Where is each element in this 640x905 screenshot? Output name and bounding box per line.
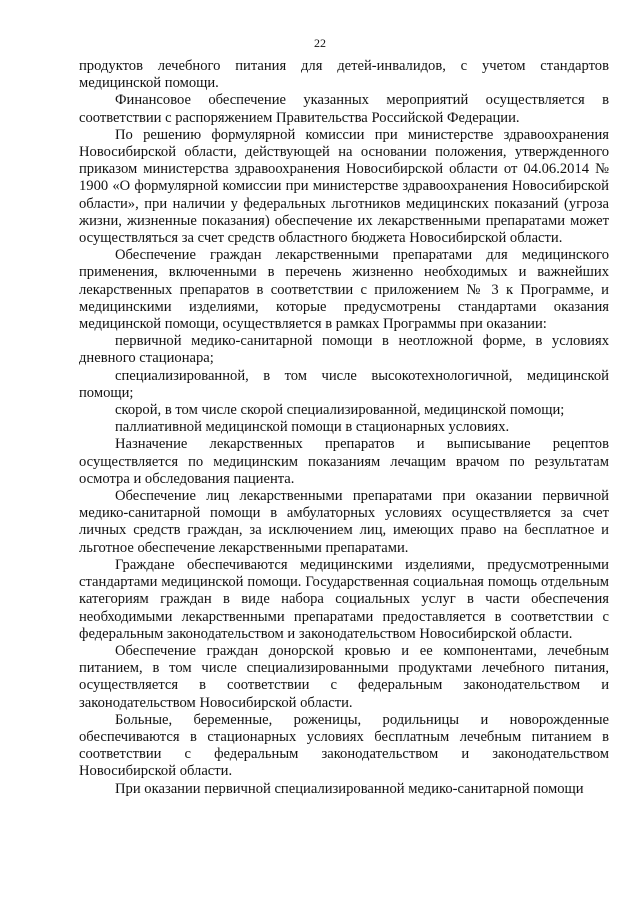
- list-item: паллиативной медицинской помощи в стационарных условиях.: [115, 419, 510, 436]
- document-body: [79, 58, 609, 798]
- list-item: скорой, в том числе скорой специализированной, медицинской помощи;: [115, 402, 565, 419]
- paragraph: Граждане обеспечиваются медицинскими изделиями, предусмотренными стандартами медицинской помощи. Государственная социальная помощь отдельным категориям граждан в виде набора социальных услуг в части обеспечения необходимыми лекарственными препаратами предоставляется в соответствии с федеральным законодательством и законодательством Новосибирской области.: [79, 556, 609, 642]
- paragraph: Обеспечение лиц лекарственными препаратами при оказании первичной медико-санитарной помощи в амбулаторных условиях осуществляется за счет личных средств граждан, за исключением лиц, имеющих право на бесплатное и льготное обеспечение лекарственными препаратами.: [79, 488, 609, 556]
- paragraph: По решению формулярной комиссии при министерстве здравоохранения Новосибирской области, действующей на основании положения, утвержденного приказом министерства здравоохранения Новосибирской области от 04.06.2014 № 1900 «О формулярной комиссии при министерстве здравоохранения Новосибирской области», при наличии у федеральных льготников медицинских показаний (угроза жизни, жизненные показания) обеспечение их лекарственными препаратами может осуществляться за счет средств областного бюджета Новосибирской области.: [79, 126, 609, 247]
- paragraph: Обеспечение граждан донорской кровью и ее компонентами, лечебным питанием, в том числе специализированными продуктами лечебного питания, осуществляется в соответствии с федеральным законодательством и законодательством Новосибирской области.: [79, 642, 609, 711]
- list-item: первичной медико-санитарной помощи в неотложной форме, в условиях дневного стационара;: [79, 333, 609, 367]
- paragraph: Обеспечение граждан лекарственными препаратами для медицинского применения, включенными в перечень жизненно необходимых и важнейших лекарственных препаратов в соответствии с приложением № 3 к Программе, и медицинскими изделиями, которые предусмотрены стандартами оказания медицинской помощи, осуществляется в рамках Программы при оказании:: [79, 247, 609, 333]
- paragraph: Назначение лекарственных препаратов и выписывание рецептов осуществляется по медицинским показаниям лечащим врачом по результатам осмотра и обследования пациента.: [79, 436, 609, 487]
- list-item: специализированной, в том числе высокотехнологичной, медицинской помощи;: [79, 367, 609, 401]
- paragraph: Финансовое обеспечение указанных мероприятий осуществляется в соответствии с распоряжением Правительства Российской Федерации.: [79, 92, 609, 126]
- paragraph: продуктов лечебного питания для детей-инвалидов, с учетом стандартов медицинской помощи.: [79, 58, 609, 92]
- paragraph: Больные, беременные, роженицы, родильницы и новорожденные обеспечиваются в стационарных условиях бесплатным лечебным питанием в соответствии с федеральным законодательством и законодательством Новосибирской области.: [79, 711, 609, 780]
- page-number: 22: [314, 36, 326, 50]
- paragraph: При оказании первичной специализированной медико-санитарной помощи: [115, 780, 584, 797]
